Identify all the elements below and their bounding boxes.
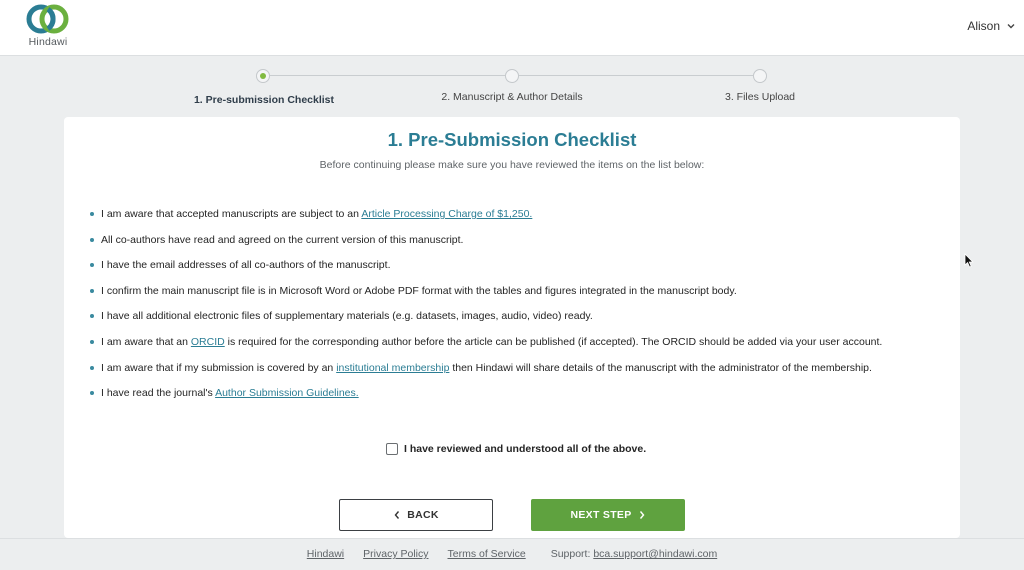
checklist-item-text: then Hindawi will share details of the manuscript with the administrator of the membership.	[449, 361, 872, 374]
confirm-checkbox[interactable]	[386, 443, 398, 455]
checklist-item	[88, 386, 948, 412]
bullet-icon	[90, 238, 94, 242]
checklist-item-text: I confirm the main manuscript file is in Microsoft Word or Adobe PDF format with the tables and figures integrated in the manuscript body.	[101, 284, 737, 297]
step-2-indicator	[505, 69, 519, 83]
checklist	[88, 207, 948, 412]
user-name: Alison	[967, 19, 1000, 33]
chevron-left-icon	[393, 510, 401, 520]
footer-link-hindawi[interactable]: Hindawi	[306, 548, 345, 560]
checklist-item-text: I am aware that accepted manuscripts are subject to an	[101, 208, 362, 220]
bullet-icon	[90, 212, 94, 216]
footer-link-privacy[interactable]: Privacy Policy	[363, 548, 429, 560]
checklist-item	[88, 361, 948, 387]
institutional-membership-link[interactable]: institutional membership	[336, 361, 450, 374]
checklist-item-text: I am aware that if my submission is covered by an	[101, 361, 337, 374]
checklist-item-text: All co-authors have read and agreed on the current version of this manuscript.	[101, 233, 464, 246]
step-connector	[270, 75, 505, 76]
author-guidelines-link[interactable]: Author Submission Guidelines.	[215, 387, 359, 400]
support-email-link[interactable]: bca.support@hindawi.com	[593, 548, 718, 560]
footer-support	[551, 548, 718, 560]
step-3-indicator	[753, 69, 767, 83]
bullet-icon	[90, 289, 94, 293]
page-footer	[0, 538, 1024, 570]
back-button-label: BACK	[407, 509, 439, 521]
page-subtitle: Before continuing please make sure you have reviewed the items on the list below:	[319, 159, 705, 171]
next-button-label: NEXT STEP	[570, 509, 632, 521]
step-2-label: 2. Manuscript & Author Details	[441, 91, 583, 103]
step-connector	[519, 75, 753, 76]
footer-link-terms[interactable]: Terms of Service	[447, 548, 526, 560]
mouse-pointer-icon	[964, 253, 974, 268]
checklist-item	[88, 207, 948, 233]
confirm-checkbox-row[interactable]	[386, 442, 646, 456]
checklist-item	[88, 284, 948, 310]
bullet-icon	[90, 314, 94, 318]
checklist-item-text: is required for the corresponding author before the article can be published (if accepted). The ORCID should be added via your user account.	[224, 335, 883, 348]
hindawi-rings-logo-icon	[24, 3, 72, 37]
support-label: Support:	[550, 548, 594, 560]
chevron-right-icon	[638, 510, 646, 520]
checklist-item	[88, 233, 948, 259]
checklist-item	[88, 335, 948, 361]
apc-link[interactable]: Article Processing Charge of $1,250.	[361, 208, 533, 220]
chevron-down-icon	[1006, 21, 1016, 31]
hindawi-logo[interactable]	[24, 3, 72, 49]
user-menu[interactable]	[967, 17, 1016, 35]
back-button[interactable]	[339, 499, 493, 531]
top-header	[0, 0, 1024, 56]
step-1-indicator	[256, 69, 270, 83]
step-1-label: 1. Pre-submission Checklist	[193, 94, 335, 106]
bullet-icon	[90, 263, 94, 267]
checklist-card	[64, 117, 960, 538]
logo-wordmark: Hindawi	[28, 36, 68, 48]
page-title: 1. Pre-Submission Checklist	[387, 129, 637, 150]
bullet-icon	[90, 366, 94, 370]
bullet-icon	[90, 340, 94, 344]
progress-stepper	[0, 56, 1024, 116]
footer-links	[0, 548, 1024, 560]
checklist-item-text: I have read the journal's	[101, 387, 216, 400]
orcid-link[interactable]: ORCID	[190, 335, 225, 348]
checklist-item-text: I am aware that an	[101, 335, 191, 348]
confirm-checkbox-label: I have reviewed and understood all of the above.	[404, 443, 647, 455]
checklist-item	[88, 309, 948, 335]
step-3-label: 3. Files Upload	[724, 91, 796, 103]
checklist-item-text: I have all additional electronic files of supplementary materials (e.g. datasets, images, audio, video) ready.	[101, 310, 593, 323]
checklist-item-text: I have the email addresses of all co-authors of the manuscript.	[101, 259, 391, 272]
next-step-button[interactable]	[531, 499, 685, 531]
bullet-icon	[90, 391, 94, 395]
checklist-item	[88, 258, 948, 284]
